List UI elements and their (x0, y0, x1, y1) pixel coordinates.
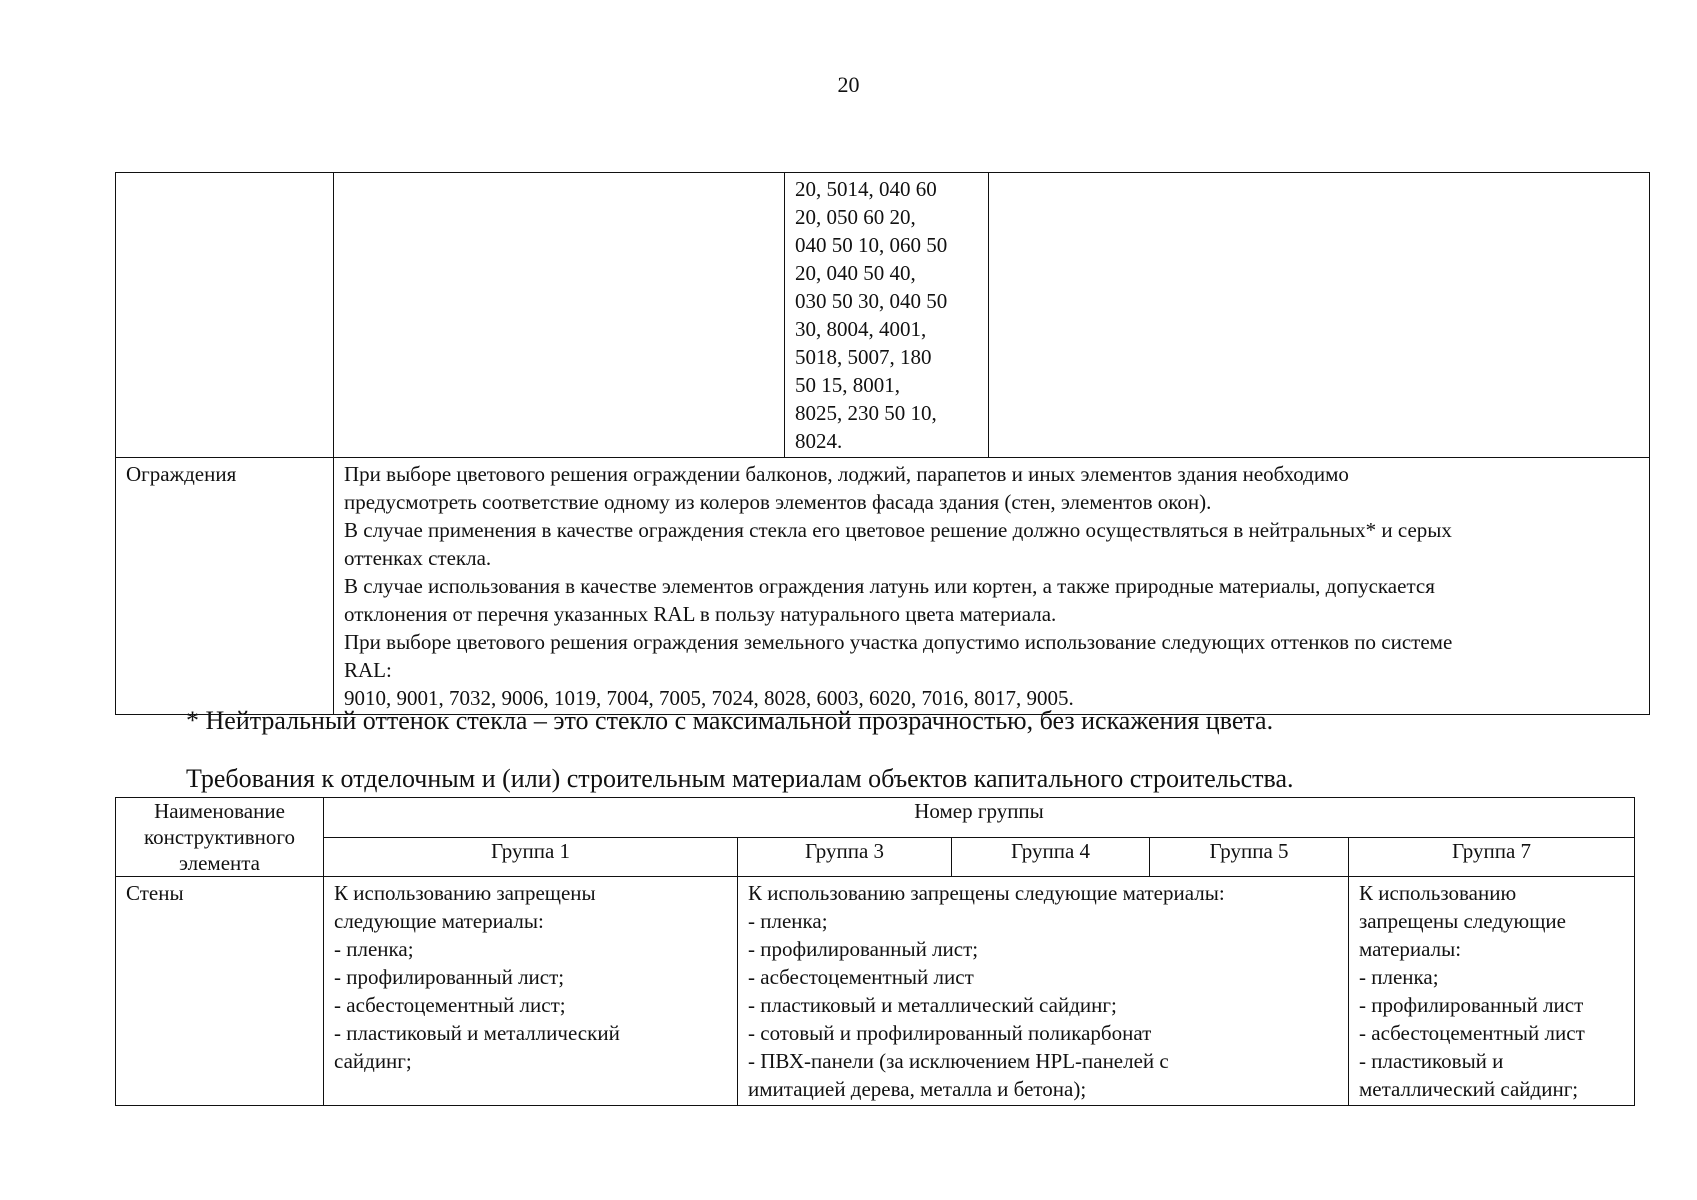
cell-text-line: - пленка; (748, 909, 828, 933)
header-line: элемента (178, 851, 261, 875)
empty-cell (989, 173, 1650, 458)
fences-text-line: отклонения от перечня указанных RAL в пользу натурального цвета материала. (344, 602, 1057, 626)
table-row-fences (116, 458, 1650, 715)
ral-codes-line: 5018, 5007, 180 (795, 345, 932, 369)
cell-text-line: запрещены следующие (1359, 909, 1566, 933)
cell-text-line: - пластиковый и (1359, 1049, 1504, 1073)
footnote: * Нейтральный оттенок стекла – это стекло с максимальной прозрачностью, без искажения цвета. (186, 706, 1274, 735)
cell-text-line: - профилированный лист; (334, 965, 565, 989)
fences-text-line: При выборе цветового решения ограждении балконов, лоджий, парапетов и иных элементов здания необходимо (344, 462, 1349, 486)
ral-codes-line: 8025, 230 50 10, (795, 401, 937, 425)
ral-codes-line: 20, 050 60 20, (795, 205, 916, 229)
cell-text-line: - профилированный лист (1359, 993, 1584, 1017)
cell-text-line: металлический сайдинг; (1359, 1077, 1579, 1101)
fences-label-cell: Ограждения (116, 458, 334, 715)
cell-text-line: следующие материалы: (334, 909, 544, 933)
header-line: Наименование (154, 799, 285, 823)
element-name-header (116, 798, 324, 877)
cell-text-line: - сотовый и профилированный поликарбонат (748, 1021, 1152, 1045)
cell-text-line: К использованию (1359, 881, 1517, 905)
cell-text-line: - пластиковый и металлический сайдинг; (748, 993, 1117, 1017)
cell-text-line: - асбестоцементный лист (1359, 1021, 1585, 1045)
group-1-header: Группа 1 (324, 837, 738, 877)
fences-text-line: В случае применения в качестве ограждения стекла его цветовое решение должно осуществляться в нейтральных* и серых (344, 518, 1452, 542)
fences-text-line: оттенках стекла. (344, 546, 492, 570)
cell-text-line: материалы: (1359, 937, 1462, 961)
materials-requirements-table (115, 797, 1635, 1106)
page-number: 20 (837, 72, 860, 97)
empty-cell (116, 173, 334, 458)
group-1-cell (324, 877, 738, 1106)
ral-codes-line: 30, 8004, 4001, (795, 317, 927, 341)
section-heading: Требования к отделочным и (или) строительным материалам объектов капитального строительства. (186, 764, 1294, 793)
cell-text-line: - пленка; (1359, 965, 1439, 989)
element-cell: Стены (116, 877, 324, 1106)
fences-text-line: RAL: (344, 658, 392, 682)
table-header-row (116, 798, 1635, 838)
group-7-header: Группа 7 (1349, 837, 1635, 877)
fences-text-line: предусмотреть соответствие одному из колеров элементов фасада здания (стен, элементов окон). (344, 490, 1212, 514)
cell-text-line: сайдинг; (334, 1049, 412, 1073)
group-5-header: Группа 5 (1150, 837, 1349, 877)
group-number-header: Номер группы (324, 798, 1635, 838)
color-requirements-table-continued (115, 172, 1650, 715)
ral-codes-line: 20, 040 50 40, (795, 261, 916, 285)
table-row-color-codes (116, 173, 1650, 458)
fences-description-cell (334, 458, 1650, 715)
ral-codes-line: 8024. (795, 429, 843, 453)
ral-codes-cell (785, 173, 989, 458)
fences-text-line: В случае использования в качестве элементов ограждения латунь или кортен, а также природные материалы, допускается (344, 574, 1435, 598)
table-row-walls (116, 877, 1635, 1106)
cell-text-line: - пленка; (334, 937, 414, 961)
group-3-5-cell (738, 877, 1349, 1106)
cell-text-line: - профилированный лист; (748, 937, 979, 961)
table-subheader-row (116, 837, 1635, 877)
empty-cell (334, 173, 785, 458)
header-line: конструктивного (144, 825, 295, 849)
ral-codes-line: 030 50 30, 040 50 (795, 289, 948, 313)
cell-text-line: - ПВХ-панели (за исключением HPL-панелей с (748, 1049, 1169, 1073)
group-4-header: Группа 4 (952, 837, 1150, 877)
cell-text-line: К использованию запрещены следующие материалы: (748, 881, 1225, 905)
group-7-cell (1349, 877, 1635, 1106)
ral-codes-line: 50 15, 8001, (795, 373, 900, 397)
fences-text-line: При выборе цветового решения ограждения земельного участка допустимо использование следующих оттенков по системе (344, 630, 1453, 654)
cell-text-line: - асбестоцементный лист; (334, 993, 566, 1017)
fences-text-line: 9010, 9001, 7032, 9006, 1019, 7004, 7005, 7024, 8028, 6003, 6020, 7016, 8017, 9005. (344, 686, 1074, 710)
ral-codes-line: 040 50 10, 060 50 (795, 233, 948, 257)
cell-text-line: - асбестоцементный лист (748, 965, 974, 989)
cell-text-line: К использованию запрещены (334, 881, 596, 905)
cell-text-line: имитацией дерева, металла и бетона); (748, 1077, 1087, 1101)
cell-text-line: - пластиковый и металлический (334, 1021, 620, 1045)
group-3-header: Группа 3 (738, 837, 952, 877)
ral-codes-line: 20, 5014, 040 60 (795, 177, 937, 201)
